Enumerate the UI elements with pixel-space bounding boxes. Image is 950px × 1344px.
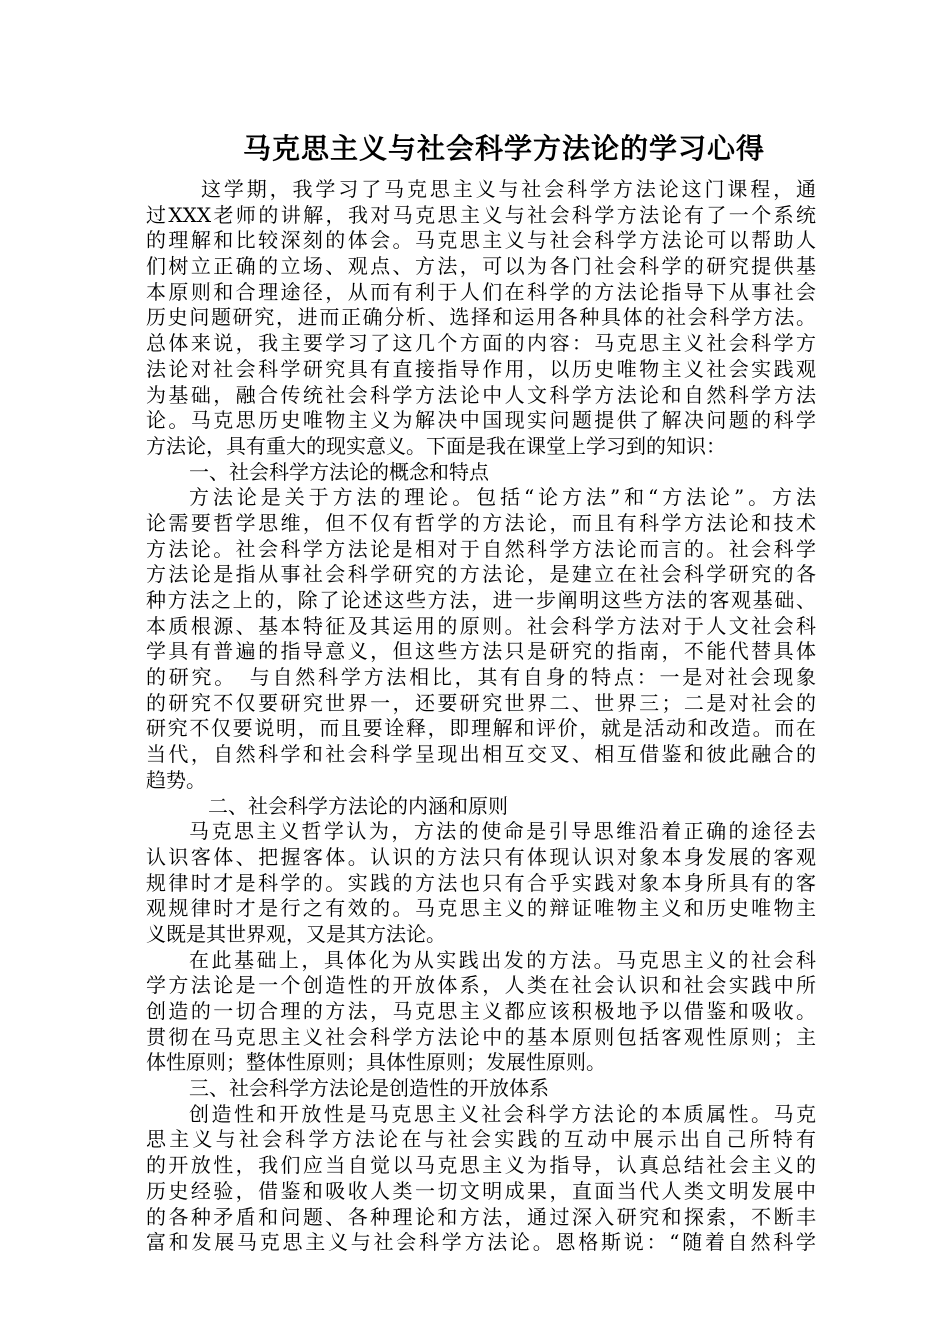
text-line: 体性原则；整体性原则；具体性原则；发展性原则。 bbox=[146, 1050, 606, 1075]
text-line: 趋势。 bbox=[146, 767, 206, 792]
text-line: 规律时才是科学的。实践的方法也只有合乎实践对象本身所具有的客 bbox=[146, 870, 816, 895]
text-line: 论。马克思历史唯物主义为解决中国现实问题提供了解决问题的科学 bbox=[146, 408, 816, 433]
document-body bbox=[146, 177, 816, 1256]
text-line: 的理解和比较深刻的体会。马克思主义与社会科学方法论可以帮助人 bbox=[146, 228, 816, 253]
text-line: 二、社会科学方法论的内涵和原则 bbox=[208, 793, 508, 818]
text-line: 本原则和合理途径，从而有利于人们在科学的方法论指导下从事社会 bbox=[146, 279, 816, 304]
text-line: 的研究不仅要研究世界一，还要研究世界二、世界三；二是对社会的 bbox=[146, 690, 816, 715]
text-line: 贯彻在马克思主义社会科学方法论中的基本原则包括客观性原则；主 bbox=[146, 1024, 816, 1049]
text-line: 当代，自然科学和社会科学呈现出相互交叉、相互借鉴和彼此融合的 bbox=[146, 742, 816, 767]
text-line: 马克思主义哲学认为，方法的使命是引导思维沿着正确的途径去 bbox=[189, 819, 816, 844]
text-line: 创造性和开放性是马克思主义社会科学方法论的本质属性。马克 bbox=[189, 1101, 816, 1126]
text-line: 一、社会科学方法论的概念和特点 bbox=[189, 459, 489, 484]
text-line: 方法论是关于方法的理论。包括“论方法”和“方法论”。方法 bbox=[189, 485, 816, 510]
text-line: 种方法之上的，除了论述这些方法，进一步阐明这些方法的客观基础、 bbox=[146, 588, 816, 612]
text-line: 学方法论是一个创造性的开放体系，人类在社会认识和社会实践中所 bbox=[146, 973, 816, 998]
text-line: 方法论是指从事社会科学研究的方法论，是建立在社会科学研究的各 bbox=[146, 562, 816, 587]
text-line: 认识客体、把握客体。认识的方法只有体现认识对象本身发展的客观 bbox=[146, 844, 816, 869]
text-line: 本质根源、基本特征及其运用的原则。社会科学方法对于人文社会科 bbox=[146, 613, 816, 638]
text-line: 观规律时才是行之有效的。马克思主义的辩证唯物主义和历史唯物主 bbox=[146, 896, 816, 921]
text-line: 的各种矛盾和问题、各种理论和方法，通过深入研究和探索，不断丰 bbox=[146, 1204, 816, 1229]
text-line: 的研究。 与自然科学方法相比，其有自身的特点：一是对社会现象 bbox=[146, 665, 816, 690]
text-line: 法论对社会科学研究具有直接指导作用，以历史唯物主义社会实践观 bbox=[146, 356, 816, 381]
text-line: 三、社会科学方法论是创造性的开放体系 bbox=[189, 1076, 549, 1101]
document-title: 马克思主义与社会科学方法论的学习心得 bbox=[242, 132, 765, 165]
text-line: 总体来说，我主要学习了这几个方面的内容：马克思主义社会科学方 bbox=[146, 331, 816, 356]
text-line: 为基础，融合传统社会科学方法论中人文科学方法论和自然科学方法 bbox=[146, 382, 816, 407]
text-line: 历史经验，借鉴和吸收人类一切文明成果，直面当代人类文明发展中 bbox=[146, 1178, 816, 1203]
text-line: 在此基础上，具体化为从实践出发的方法。马克思主义的社会科 bbox=[189, 947, 816, 972]
text-line: 研究不仅要说明，而且要诠释，即理解和评价，就是活动和改造。而在 bbox=[146, 716, 816, 741]
text-line: 思主义与社会科学方法论在与社会实践的互动中展示出自己所特有 bbox=[146, 1127, 816, 1152]
text-line: 过XXX老师的讲解，我对马克思主义与社会科学方法论有了一个系统 bbox=[146, 202, 816, 227]
text-line: 创造的一切合理的方法，马克思主义都应该积极地予以借鉴和吸收。 bbox=[146, 999, 816, 1023]
text-line: 的开放性，我们应当自觉以马克思主义为指导，认真总结社会主义的 bbox=[146, 1153, 816, 1178]
text-line: 富和发展马克思主义与社会科学方法论。恩格斯说：“随着自然科学 bbox=[146, 1230, 816, 1255]
text-line: 方法论，具有重大的现实意义。下面是我在课堂上学习到的知识： bbox=[146, 433, 726, 458]
text-line: 这学期，我学习了马克思主义与社会科学方法论这门课程，通 bbox=[201, 177, 816, 201]
text-line: 义既是其世界观，又是其方法论。 bbox=[146, 921, 446, 946]
text-line: 论需要哲学思维，但不仅有哲学的方法论，而且有科学方法论和技术 bbox=[146, 510, 816, 535]
text-line: 学具有普遍的指导意义，但这些方法只是研究的指南，不能代替具体 bbox=[146, 639, 816, 664]
text-line: 方法论。社会科学方法论是相对于自然科学方法论而言的。社会科学 bbox=[146, 536, 816, 561]
text-line: 们树立正确的立场、观点、方法，可以为各门社会科学的研究提供基 bbox=[146, 254, 816, 279]
text-line: 历史问题研究，进而正确分析、选择和运用各种具体的社会科学方法。 bbox=[146, 305, 816, 330]
